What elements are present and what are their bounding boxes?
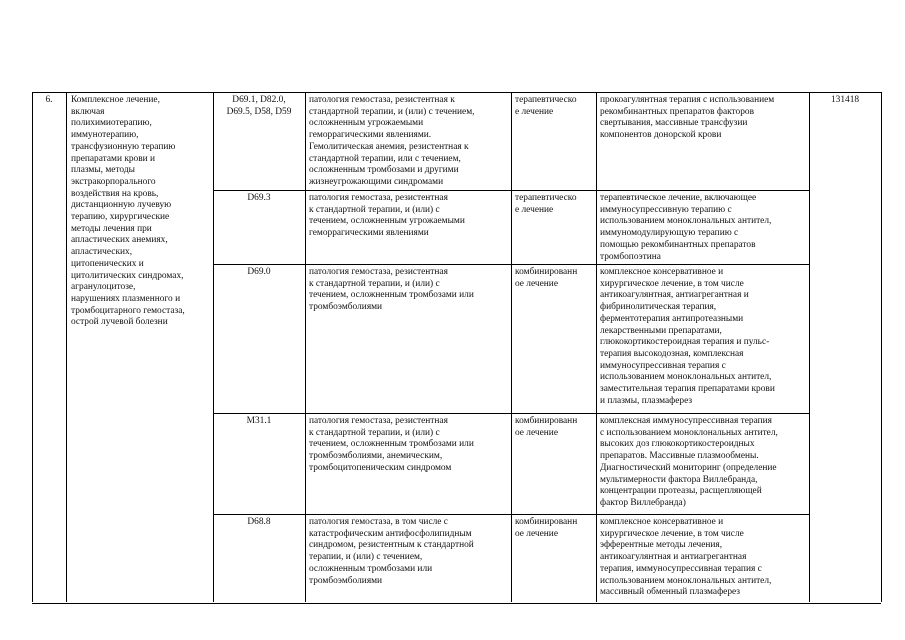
diagnosis-codes: D69.1, D82.0, D69.5, D58, D59	[226, 95, 292, 117]
subrow-border	[213, 190, 809, 191]
column-border	[596, 92, 597, 602]
treatment-type: комбинированн ое лечение	[515, 517, 578, 539]
column-border	[32, 92, 33, 602]
diagnosis-codes: D69.0	[247, 267, 271, 277]
treatment-method: комплексное консервативное и хирургическое лечение, в том числе антикоагулянтная, антиагрегантная и фибринолитическая терапия, ферментотерапия антипротеазными лекарственными препаратами, глюкокортикостероидная терапия и пульс- терапия высокодозная, комплексная иммуносупрессивная терапия с использованием моноклональных антител, заместительная терапия препаратами крови и плазмы, плазмаферез	[600, 267, 775, 406]
treatment-type: терапевтическо е лечение	[515, 95, 577, 117]
treatment-method: комплексная иммуносупрессивная терапия с использованием моноклональных антител, высоких доз глюкокортикостероидных препаратов. Массивные плазмообмены. Диагностический мониторинг (определение мультимерности фактора Виллебранда, концентрации протеазы, расщепляющей фактор Виллебранда)	[600, 416, 778, 508]
treatment-type: комбинированн ое лечение	[515, 416, 578, 438]
subrow-border	[213, 413, 809, 414]
treatment-name: Комплексное лечение, включая полихимиотерапию, иммунотерапию, трансфузионную терапию препаратами крови и плазмы, методы экстракорпорального воздействия на кровь, дистанционную лучевую терапию, хирургические методы лечения при апластических анемиях, апластических, цитопенических и цитолитических синдромах, агранулоцитозе, нарушениях плазменного и тромбоцитарного гемостаза, острой лучевой болезни	[71, 95, 185, 328]
diagnosis-description: патология гемостаза, резистентная к стандартной терапии, и (или) с течением, осложненным тромбозами или тромбоэмболиями, анемическим, тромбоцитопеническим синдромом	[309, 416, 474, 473]
subrow-border	[213, 514, 809, 515]
diagnosis-description: патология гемостаза, резистентная к стандартной терапии, и (или) с течением, осложненным тромбозами или тромбоэмболиями	[309, 267, 474, 313]
column-border	[809, 92, 810, 602]
treatment-method: терапевтическое лечение, включающее иммуносупрессивную терапию с использованием моноклональных антител, иммуномодулирующую терапию с помощью рекомбинантных препаратов тромбопоэтина	[600, 193, 772, 262]
diagnosis-description: патология гемостаза, в том числе с катастрофическим антифосфолипидным синдромом, резистентным к стандартной терапии, и (или) с течением, осложненным тромбозами или тромбоэмболиями	[309, 517, 474, 586]
column-border	[881, 92, 882, 602]
amount: 131418	[830, 95, 860, 105]
treatment-method: комплексное консервативное и хирургическое лечение, в том числе эфферентные методы лечения, антикоагулянтная и антиагрегантная терапия, иммуносупрессивная терапия с использованием моноклональных антител, массивный обменный плазмаферез	[600, 517, 772, 598]
subrow-border	[213, 264, 809, 265]
diagnosis-codes: D69.3	[247, 193, 271, 203]
column-border	[511, 92, 512, 602]
treatment-type: комбинированн ое лечение	[515, 267, 578, 289]
diagnosis-codes: D68.8	[247, 517, 271, 527]
column-border	[66, 92, 67, 602]
diagnosis-codes: M31.1	[246, 416, 272, 426]
treatment-type: терапевтическо е лечение	[515, 193, 577, 215]
treatment-method: прокоагулянтная терапия с использованием рекомбинантных препаратов факторов свертывания, массивные трансфузии компонентов донорской крови	[600, 95, 775, 141]
column-border	[305, 92, 306, 602]
row-number: 6.	[45, 95, 53, 105]
diagnosis-description: патология гемостаза, резистентная к стандартной терапии, и (или) с течением, осложненным угрожаемыми геморрагическими явлениями	[309, 193, 465, 239]
diagnosis-description: патология гемостаза, резистентная к стандартной терапии, и (или) с течением, осложненным угрожаемыми геморрагическими явлениями. Гемолитическая анемия, резистентная к стандартной терапии, или с течением, осложненным тромбозами и другими жизнеугрожающими синдромами	[309, 95, 475, 187]
